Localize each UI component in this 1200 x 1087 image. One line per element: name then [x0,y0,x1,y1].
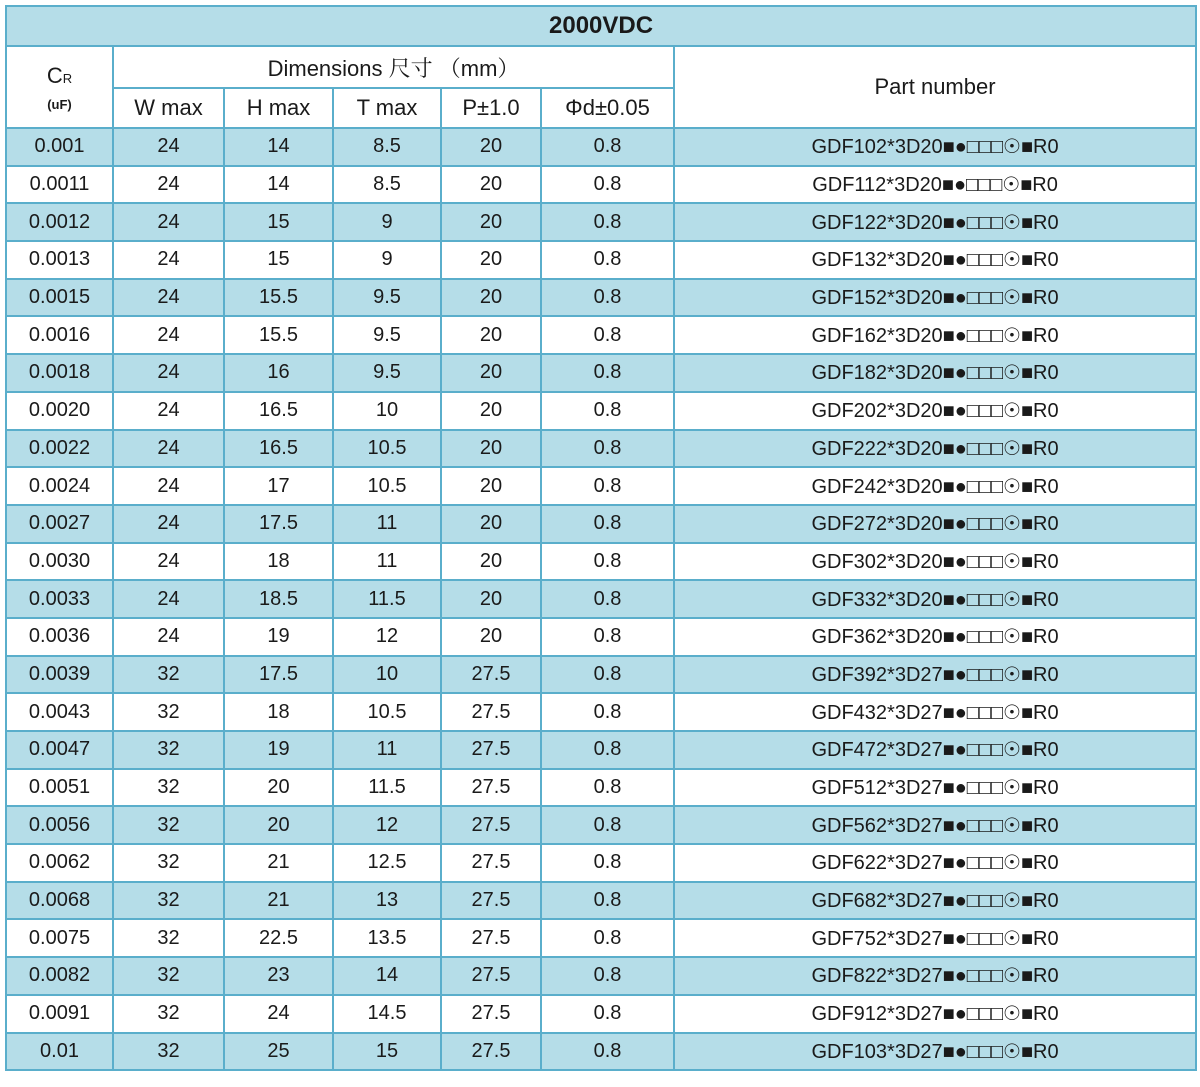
part-number-cell [674,354,1196,392]
table-row [6,769,1196,807]
lead-diameter-cell: 0.8 [541,806,674,844]
part-number-code: GDF332*3D20 [811,588,943,611]
lead-diameter-cell: 0.8 [541,354,674,392]
t-max-cell: 12.5 [333,844,441,882]
w-max-cell: 32 [113,844,224,882]
h-max-cell: 18.5 [224,580,333,618]
part-number-cell [674,995,1196,1033]
pitch-cell: 20 [441,354,541,392]
h-max-cell: 16.5 [224,392,333,430]
header-row-1 [6,46,1196,88]
capacitance-cell: 0.0051 [6,769,113,807]
pitch-cell: 20 [441,467,541,505]
t-max-cell: 9.5 [333,316,441,354]
t-max-header: T max [333,88,441,128]
table-row [6,166,1196,204]
part-number-suffix: ■●□□□☉■R0 [942,814,1059,837]
lead-diameter-cell: 0.8 [541,769,674,807]
w-max-cell: 32 [113,1033,224,1071]
h-max-cell: 17 [224,467,333,505]
part-number-cell [674,806,1196,844]
part-number-header: Part number [674,46,1196,128]
capacitor-spec-table [5,5,1197,1071]
w-max-cell: 32 [113,882,224,920]
part-number-cell [674,693,1196,731]
capacitance-cell: 0.0062 [6,844,113,882]
w-max-cell: 24 [113,543,224,581]
part-number-suffix: ■●□□□☉■R0 [942,287,1059,310]
t-max-cell: 8.5 [333,166,441,204]
part-number-cell [674,505,1196,543]
pitch-cell: 20 [441,128,541,166]
h-max-cell: 14 [224,128,333,166]
t-max-cell: 9 [333,241,441,279]
h-max-cell: 15.5 [224,279,333,317]
capacitance-unit: (uF) [47,96,72,112]
part-number-suffix: ■●□□□☉■R0 [942,362,1059,385]
lead-diameter-cell: 0.8 [541,1033,674,1071]
pitch-cell: 27.5 [441,919,541,957]
w-max-cell: 24 [113,128,224,166]
part-number-cell [674,580,1196,618]
capacitance-cell: 0.0024 [6,467,113,505]
part-number-suffix: ■●□□□☉■R0 [942,626,1059,649]
t-max-cell: 10 [333,656,441,694]
capacitance-cell: 0.0043 [6,693,113,731]
lead-diameter-cell: 0.8 [541,995,674,1033]
h-max-cell: 16 [224,354,333,392]
w-max-cell: 24 [113,241,224,279]
pitch-cell: 27.5 [441,995,541,1033]
t-max-cell: 8.5 [333,128,441,166]
part-number-cell [674,166,1196,204]
pitch-cell: 27.5 [441,806,541,844]
part-number-cell [674,241,1196,279]
capacitance-cell: 0.0068 [6,882,113,920]
part-number-cell [674,656,1196,694]
spec-table-container [5,5,1195,1071]
lead-diameter-header: Φd±0.05 [541,88,674,128]
part-number-suffix: ■●□□□☉■R0 [942,324,1059,347]
t-max-cell: 11.5 [333,769,441,807]
part-number-code: GDF272*3D20 [811,513,943,536]
part-number-code: GDF222*3D20 [811,437,943,460]
pitch-cell: 20 [441,279,541,317]
table-row [6,467,1196,505]
part-number-suffix: ■●□□□☉■R0 [942,513,1059,536]
voltage-title: 2000VDC [6,6,1196,46]
t-max-cell: 15 [333,1033,441,1071]
capacitance-cell: 0.0033 [6,580,113,618]
lead-diameter-cell: 0.8 [541,656,674,694]
w-max-cell: 24 [113,392,224,430]
pitch-cell: 20 [441,166,541,204]
lead-diameter-cell: 0.8 [541,543,674,581]
table-row [6,919,1196,957]
pitch-cell: 20 [441,580,541,618]
table-row [6,241,1196,279]
h-max-cell: 15.5 [224,316,333,354]
table-row [6,543,1196,581]
pitch-cell: 27.5 [441,882,541,920]
part-number-cell [674,844,1196,882]
t-max-cell: 9.5 [333,279,441,317]
t-max-cell: 11 [333,731,441,769]
part-number-suffix: ■●□□□☉■R0 [942,211,1059,234]
part-number-code: GDF392*3D27 [811,663,943,686]
pitch-cell: 20 [441,618,541,656]
lead-diameter-cell: 0.8 [541,693,674,731]
w-max-cell: 24 [113,580,224,618]
t-max-cell: 13 [333,882,441,920]
table-body [6,128,1196,1070]
h-max-cell: 14 [224,166,333,204]
w-max-cell: 24 [113,430,224,468]
part-number-code: GDF242*3D20 [811,475,943,498]
pitch-cell: 20 [441,505,541,543]
part-number-suffix: ■●□□□☉■R0 [942,400,1059,423]
dimensions-header: Dimensions 尺寸 （mm） [113,46,674,88]
capacitance-header [6,46,113,128]
lead-diameter-cell: 0.8 [541,467,674,505]
part-number-code: GDF682*3D27 [811,890,943,913]
part-number-suffix: ■●□□□☉■R0 [942,663,1059,686]
table-row [6,995,1196,1033]
table-row [6,580,1196,618]
pitch-cell: 27.5 [441,693,541,731]
lead-diameter-cell: 0.8 [541,618,674,656]
table-row [6,128,1196,166]
h-max-cell: 25 [224,1033,333,1071]
capacitance-cell: 0.0056 [6,806,113,844]
h-max-cell: 15 [224,241,333,279]
part-number-suffix: ■●□□□☉■R0 [941,174,1058,197]
part-number-cell [674,316,1196,354]
capacitance-cell: 0.0015 [6,279,113,317]
part-number-suffix: ■●□□□☉■R0 [942,437,1059,460]
table-row [6,656,1196,694]
pitch-cell: 27.5 [441,1033,541,1071]
capacitance-cell: 0.001 [6,128,113,166]
h-max-cell: 21 [224,882,333,920]
lead-diameter-cell: 0.8 [541,882,674,920]
part-number-suffix: ■●□□□☉■R0 [942,588,1059,611]
part-number-cell [674,279,1196,317]
part-number-code: GDF162*3D20 [811,324,943,347]
table-row [6,806,1196,844]
pitch-cell: 27.5 [441,844,541,882]
lead-diameter-cell: 0.8 [541,731,674,769]
t-max-cell: 13.5 [333,919,441,957]
lead-diameter-cell: 0.8 [541,430,674,468]
part-number-cell [674,203,1196,241]
table-row [6,957,1196,995]
part-number-code: GDF362*3D20 [811,626,943,649]
part-number-code: GDF562*3D27 [811,814,943,837]
table-row [6,882,1196,920]
t-max-cell: 10.5 [333,467,441,505]
w-max-cell: 24 [113,279,224,317]
w-max-cell: 32 [113,806,224,844]
h-max-cell: 20 [224,806,333,844]
part-number-cell [674,467,1196,505]
w-max-cell: 24 [113,166,224,204]
lead-diameter-cell: 0.8 [541,957,674,995]
capacitance-cell: 0.0075 [6,919,113,957]
pitch-cell: 20 [441,203,541,241]
w-max-cell: 32 [113,919,224,957]
lead-diameter-cell: 0.8 [541,128,674,166]
capacitance-cell: 0.0018 [6,354,113,392]
part-number-cell [674,882,1196,920]
part-number-code: GDF512*3D27 [811,777,943,800]
w-max-header: W max [113,88,224,128]
table-row [6,354,1196,392]
capacitance-cell: 0.0082 [6,957,113,995]
part-number-cell [674,128,1196,166]
table-title-row [6,6,1196,46]
lead-diameter-cell: 0.8 [541,316,674,354]
h-max-cell: 18 [224,543,333,581]
t-max-cell: 14 [333,957,441,995]
w-max-cell: 32 [113,693,224,731]
h-max-cell: 20 [224,769,333,807]
capacitance-cell: 0.0039 [6,656,113,694]
part-number-code: GDF822*3D27 [811,965,943,988]
part-number-cell [674,618,1196,656]
h-max-cell: 19 [224,618,333,656]
pitch-cell: 20 [441,392,541,430]
w-max-cell: 32 [113,957,224,995]
w-max-cell: 24 [113,316,224,354]
w-max-cell: 24 [113,505,224,543]
capacitance-cell: 0.0020 [6,392,113,430]
lead-diameter-cell: 0.8 [541,505,674,543]
h-max-cell: 17.5 [224,656,333,694]
part-number-suffix: ■●□□□☉■R0 [942,890,1059,913]
capacitance-cell: 0.01 [6,1033,113,1071]
table-row [6,316,1196,354]
part-number-code: GDF912*3D27 [811,1003,943,1026]
t-max-cell: 9 [333,203,441,241]
part-number-code: GDF122*3D20 [811,211,943,234]
lead-diameter-cell: 0.8 [541,580,674,618]
part-number-suffix: ■●□□□☉■R0 [942,475,1059,498]
lead-diameter-cell: 0.8 [541,392,674,430]
h-max-cell: 24 [224,995,333,1033]
part-number-cell [674,957,1196,995]
part-number-code: GDF103*3D27 [811,1040,943,1063]
lead-diameter-cell: 0.8 [541,279,674,317]
w-max-cell: 32 [113,769,224,807]
lead-diameter-cell: 0.8 [541,241,674,279]
w-max-cell: 32 [113,995,224,1033]
part-number-suffix: ■●□□□☉■R0 [942,965,1059,988]
part-number-code: GDF472*3D27 [811,739,943,762]
capacitance-cell: 0.0030 [6,543,113,581]
pitch-cell: 20 [441,316,541,354]
h-max-cell: 21 [224,844,333,882]
part-number-code: GDF202*3D20 [811,400,943,423]
capacitance-cell: 0.0091 [6,995,113,1033]
t-max-cell: 12 [333,618,441,656]
part-number-suffix: ■●□□□☉■R0 [942,136,1059,159]
h-max-cell: 19 [224,731,333,769]
h-max-cell: 22.5 [224,919,333,957]
table-row [6,1033,1196,1071]
capacitance-cell: 0.0022 [6,430,113,468]
table-row [6,505,1196,543]
capacitance-cell: 0.0036 [6,618,113,656]
t-max-cell: 11 [333,505,441,543]
capacitance-cell: 0.0011 [6,166,113,204]
t-max-cell: 9.5 [333,354,441,392]
w-max-cell: 24 [113,467,224,505]
capacitance-cell: 0.0012 [6,203,113,241]
h-max-cell: 18 [224,693,333,731]
part-number-code: GDF622*3D27 [811,852,943,875]
part-number-suffix: ■●□□□☉■R0 [942,249,1059,272]
capacitance-cell: 0.0016 [6,316,113,354]
lead-diameter-cell: 0.8 [541,203,674,241]
part-number-code: GDF102*3D20 [811,136,943,159]
t-max-cell: 10.5 [333,693,441,731]
w-max-cell: 24 [113,618,224,656]
pitch-cell: 20 [441,543,541,581]
part-number-suffix: ■●□□□☉■R0 [942,1003,1059,1026]
w-max-cell: 32 [113,731,224,769]
capacitance-subscript: R [62,70,73,86]
table-row [6,279,1196,317]
part-number-code: GDF112*3D20 [812,174,942,197]
pitch-cell: 27.5 [441,731,541,769]
capacitance-cell: 0.0027 [6,505,113,543]
table-row [6,430,1196,468]
h-max-cell: 23 [224,957,333,995]
pitch-cell: 20 [441,241,541,279]
capacitance-symbol: C [46,62,63,88]
pitch-cell: 20 [441,430,541,468]
part-number-cell [674,392,1196,430]
lead-diameter-cell: 0.8 [541,844,674,882]
table-row [6,203,1196,241]
w-max-cell: 32 [113,656,224,694]
h-max-cell: 17.5 [224,505,333,543]
lead-diameter-cell: 0.8 [541,166,674,204]
w-max-cell: 24 [113,354,224,392]
part-number-suffix: ■●□□□☉■R0 [942,777,1059,800]
pitch-cell: 27.5 [441,656,541,694]
lead-diameter-cell: 0.8 [541,919,674,957]
t-max-cell: 10 [333,392,441,430]
part-number-code: GDF432*3D27 [811,701,943,724]
part-number-cell [674,1033,1196,1071]
capacitance-cell: 0.0013 [6,241,113,279]
table-row [6,618,1196,656]
part-number-cell [674,919,1196,957]
part-number-code: GDF182*3D20 [811,362,943,385]
table-row [6,392,1196,430]
table-row [6,731,1196,769]
part-number-cell [674,731,1196,769]
part-number-suffix: ■●□□□☉■R0 [942,550,1059,573]
t-max-cell: 11.5 [333,580,441,618]
t-max-cell: 12 [333,806,441,844]
t-max-cell: 14.5 [333,995,441,1033]
part-number-cell [674,543,1196,581]
part-number-cell [674,430,1196,468]
part-number-code: GDF302*3D20 [811,550,943,573]
part-number-cell [674,769,1196,807]
h-max-cell: 15 [224,203,333,241]
capacitance-cell: 0.0047 [6,731,113,769]
part-number-suffix: ■●□□□☉■R0 [942,1040,1059,1063]
part-number-code: GDF752*3D27 [811,927,943,950]
t-max-cell: 10.5 [333,430,441,468]
table-row [6,693,1196,731]
pitch-cell: 27.5 [441,769,541,807]
part-number-suffix: ■●□□□☉■R0 [942,927,1059,950]
w-max-cell: 24 [113,203,224,241]
part-number-suffix: ■●□□□☉■R0 [942,701,1059,724]
part-number-suffix: ■●□□□☉■R0 [942,739,1059,762]
pitch-cell: 27.5 [441,957,541,995]
h-max-cell: 16.5 [224,430,333,468]
h-max-header: H max [224,88,333,128]
t-max-cell: 11 [333,543,441,581]
part-number-code: GDF132*3D20 [811,249,943,272]
part-number-code: GDF152*3D20 [811,287,943,310]
table-row [6,844,1196,882]
pitch-header: P±1.0 [441,88,541,128]
part-number-suffix: ■●□□□☉■R0 [942,852,1059,875]
